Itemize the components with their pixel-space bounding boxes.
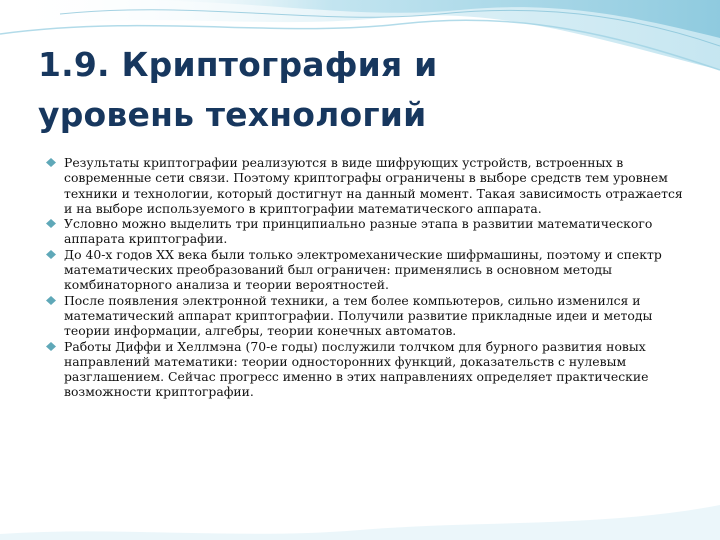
list-item xyxy=(46,216,686,247)
bullet-list xyxy=(46,155,686,400)
bullet-text: Результаты криптографии реализуются в виде шифрующих устройств, встроенных в современные сети связи. Поэтому криптографы ограничены в выборе средств тем уровнем техники и технологии, который достигнут на данный момент. Такая зависимость отражается и на выборе используемого в криптографии математического аппарата. xyxy=(64,155,683,216)
diamond-bullet-icon xyxy=(46,342,56,351)
list-item xyxy=(46,339,686,400)
bullet-text: До 40-х годов XX века были только электромеханические шифрмашины, поэтому и спектр математических преобразований был ограничен: применялись в основном методы комбинаторного анализа и теории вероятностей. xyxy=(64,246,662,293)
bullet-text: Работы Диффи и Хеллмэна (70-е годы) послужили толчком для бурного развития новых направлений математики: теории односторонних функций, доказательств с нулевым разглашением. Сейчас прогресс именно в этих направлениях определяет практические возможности криптографии. xyxy=(64,338,649,400)
list-item xyxy=(46,293,686,339)
title-line-1: 1.9. Криптография и xyxy=(38,45,438,84)
list-item xyxy=(46,247,686,293)
diamond-bullet-icon xyxy=(46,296,56,305)
diamond-bullet-icon xyxy=(46,219,56,228)
bullet-text: После появления электронной техники, а тем более компьютеров, сильно изменился и математический аппарат криптографии. Получили развитие прикладные идеи и методы теории информации, алгебры, теории конечных автоматов. xyxy=(64,292,653,339)
diamond-bullet-icon xyxy=(46,250,56,259)
wave-bottom xyxy=(0,505,720,540)
title-line-2: уровень технологий xyxy=(38,95,427,134)
list-item xyxy=(46,155,686,216)
slide-title xyxy=(38,40,638,140)
diamond-bullet-icon xyxy=(46,158,56,167)
bullet-text: Условно можно выделить три принципиально разные этапа в развитии математического аппарата криптографии. xyxy=(64,216,653,247)
